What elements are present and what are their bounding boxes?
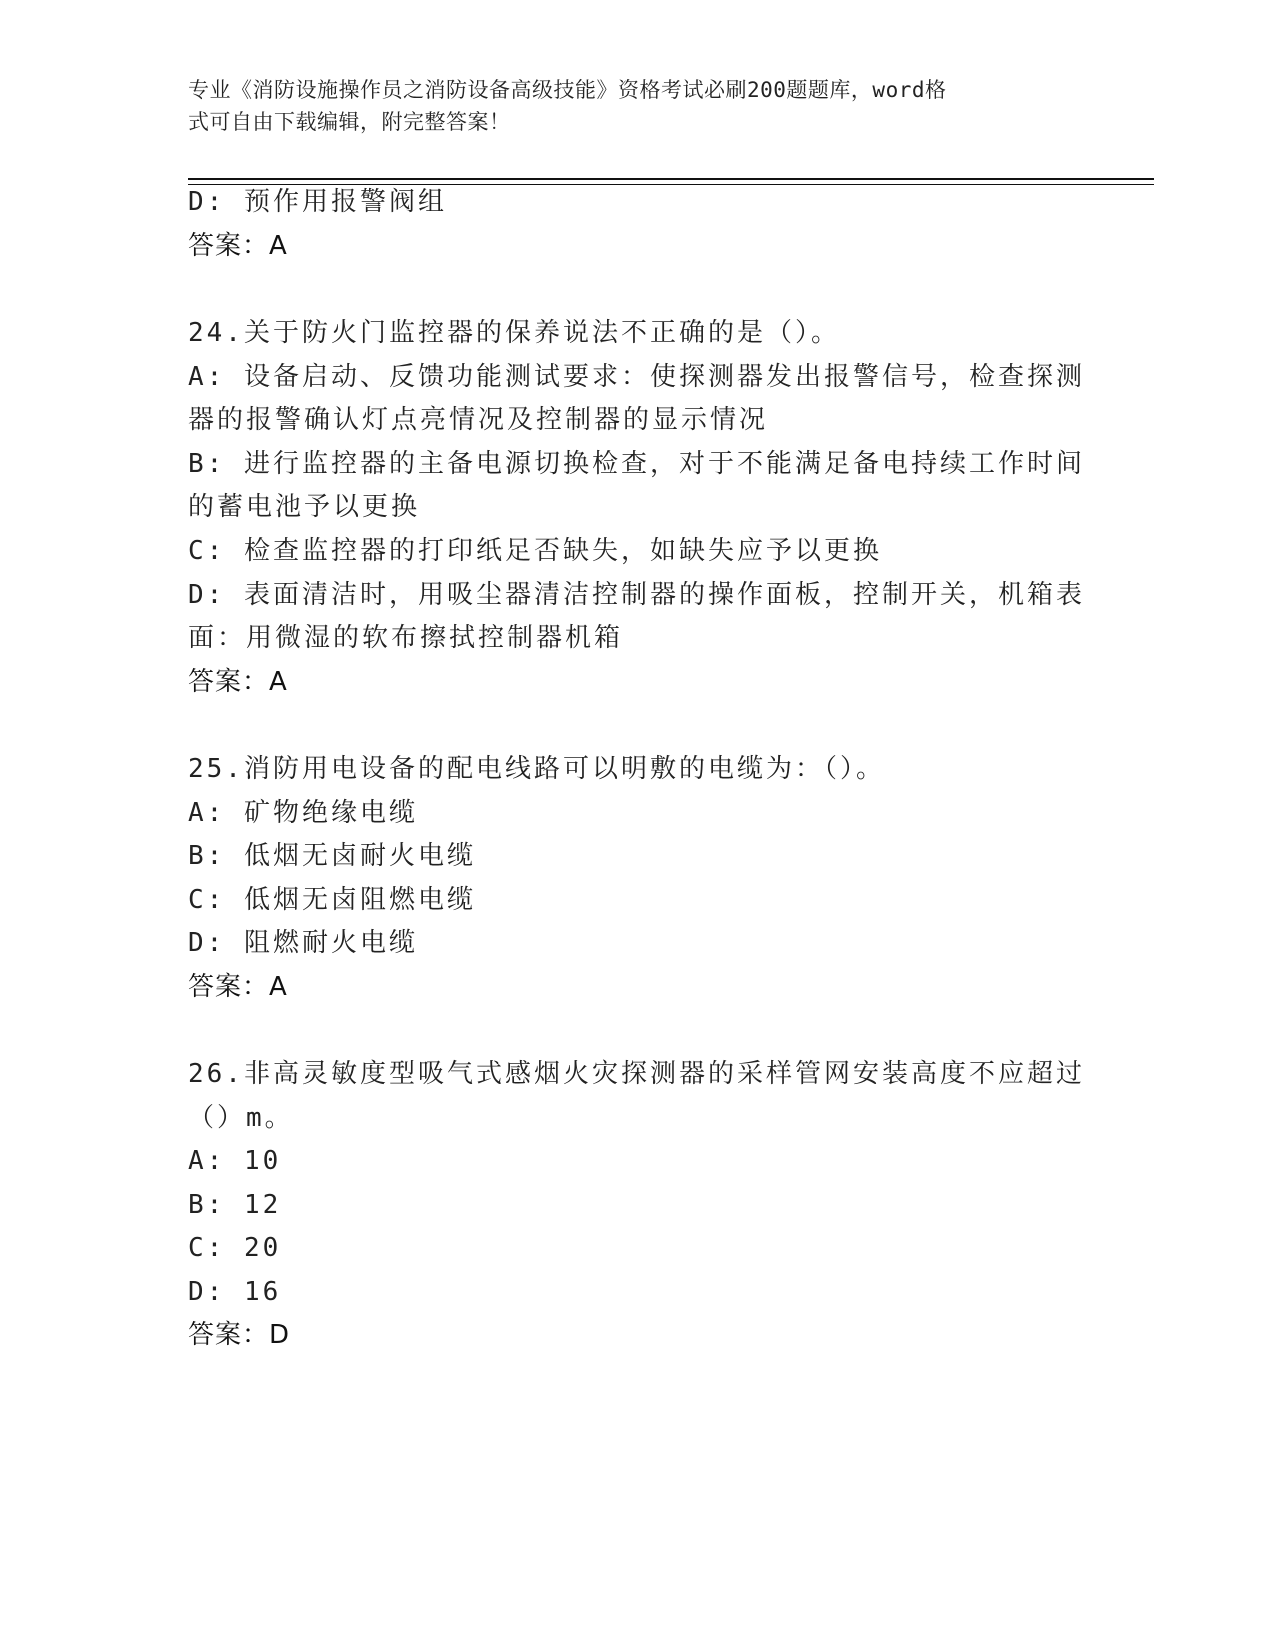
q26-option-a: A: 10 <box>188 1146 282 1176</box>
q26-option-d: D: 16 <box>188 1277 282 1307</box>
q24-question: 24.关于防火门监控器的保养说法不正确的是（）。 <box>188 318 840 348</box>
prev-option-d: D: 预作用报警阀组 <box>188 187 447 217</box>
q25-answer: 答案：A <box>188 972 288 1002</box>
q26-answer: 答案：D <box>188 1320 291 1350</box>
q26-option-c: C: 20 <box>188 1233 282 1263</box>
q25-option-a: A: 矿物绝缘电缆 <box>188 798 418 828</box>
header-divider-thick <box>188 178 1154 180</box>
q24-option-b-line2: 的蓄电池予以更换 <box>188 492 421 522</box>
prev-answer: 答案：A <box>188 231 288 261</box>
q25-option-b: B: 低烟无卤耐火电缆 <box>188 841 476 871</box>
q24-option-a-line1: A: 设备启动、反馈功能测试要求：使探测器发出报警信号，检查探测 <box>188 362 1085 392</box>
document-header <box>188 74 1088 138</box>
header-line-2: 式可自由下载编辑，附完整答案！ <box>188 110 511 134</box>
q24-option-d-line2: 面：用微湿的软布擦拭控制器机箱 <box>188 623 624 653</box>
q25-question: 25.消防用电设备的配电线路可以明敷的电缆为：（）。 <box>188 754 885 784</box>
q24-option-d-line1: D: 表面清洁时，用吸尘器清洁控制器的操作面板，控制开关，机箱表 <box>188 580 1085 610</box>
q24-option-b-line1: B: 进行监控器的主备电源切换检查，对于不能满足备电持续工作时间 <box>188 449 1085 479</box>
q26-question-line2: （）m。 <box>188 1103 294 1133</box>
q25-option-c: C: 低烟无卤阻燃电缆 <box>188 885 476 915</box>
q26-option-b: B: 12 <box>188 1190 282 1220</box>
q26-question-line1: 26.非高灵敏度型吸气式感烟火灾探测器的采样管网安装高度不应超过 <box>188 1059 1085 1089</box>
q25-option-d: D: 阻燃耐火电缆 <box>188 928 418 958</box>
q24-answer: 答案：A <box>188 667 288 697</box>
q24-option-a-line2: 器的报警确认灯点亮情况及控制器的显示情况 <box>188 405 769 435</box>
q24-option-c: C: 检查监控器的打印纸足否缺失，如缺失应予以更换 <box>188 536 882 566</box>
header-line-1: 专业《消防设施操作员之消防设备高级技能》资格考试必刷200题题库，word格 <box>188 78 947 102</box>
